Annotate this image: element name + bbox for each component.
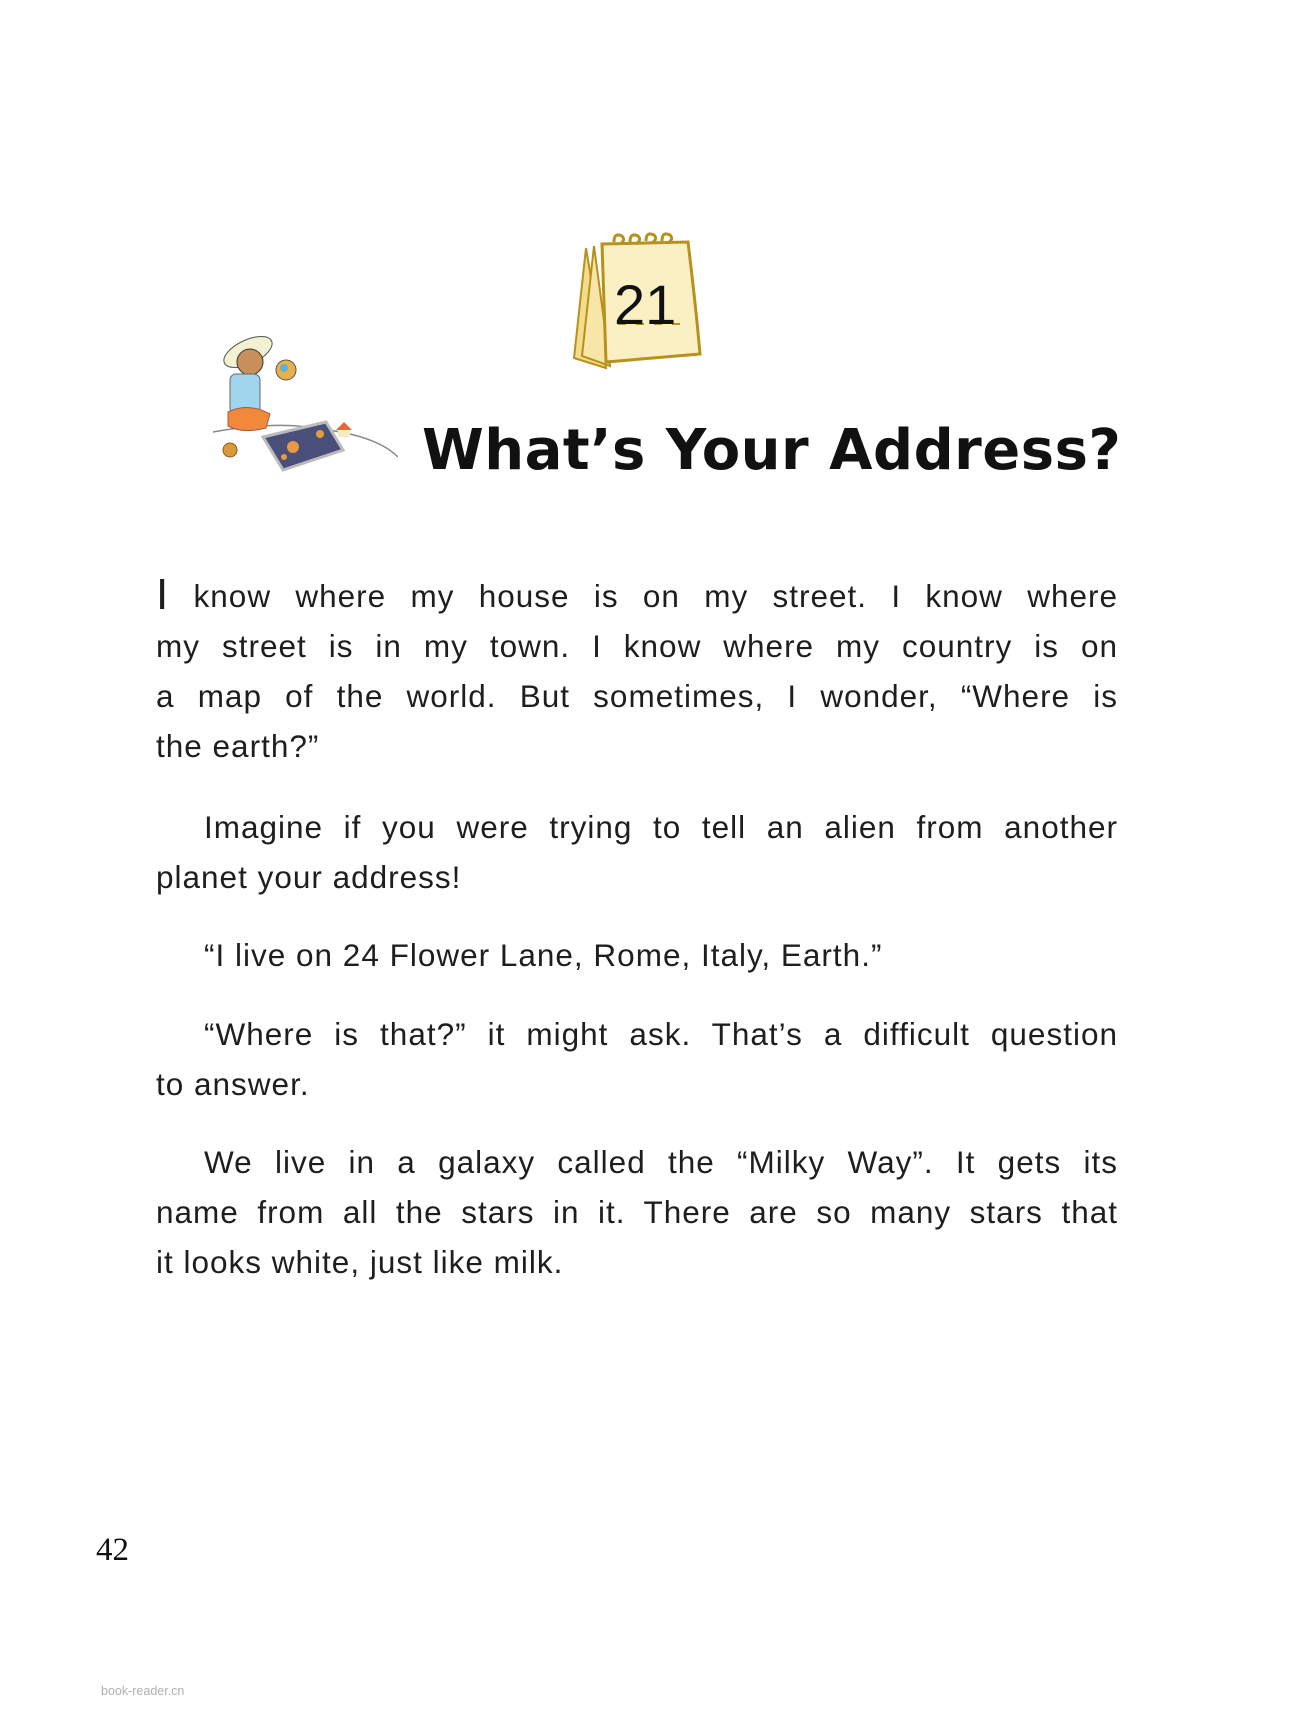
- text-line: Imagine if you were trying to tell an alien from another: [204, 809, 1118, 845]
- text-line: planet your address!: [156, 859, 462, 895]
- text-line: “I live on 24 Flower Lane, Rome, Italy, Earth.”: [204, 937, 883, 973]
- text-line: know where my house is on my street. I know where: [169, 578, 1118, 614]
- text-line: “Where is that?” it might ask. That’s a difficult question: [204, 1016, 1118, 1052]
- text-line: it looks white, just like milk.: [156, 1244, 564, 1280]
- paragraph-2: [156, 802, 1118, 902]
- text-line: We live in a galaxy called the “Milky Way”. It gets its: [204, 1144, 1118, 1180]
- child-with-globe-illustration: [208, 322, 398, 502]
- page-number: 42: [96, 1532, 129, 1568]
- drop-cap: I: [156, 570, 170, 619]
- paragraph-5: [156, 1137, 1118, 1287]
- text-line: a map of the world. But sometimes, I wonder, “Where is: [156, 678, 1118, 714]
- text-line: my street is in my town. I know where my country is on: [156, 628, 1118, 664]
- watermark: book-reader.cn: [101, 1684, 185, 1698]
- text-line: to answer.: [156, 1066, 310, 1102]
- text-line: name from all the stars in it. There are so many stars that: [156, 1194, 1118, 1230]
- paragraph-3: [156, 930, 1118, 980]
- calendar-icon: [566, 228, 706, 378]
- chapter-title: What’s Your Address?: [422, 418, 1122, 483]
- text-line: the earth?”: [156, 728, 320, 764]
- chapter-number: 21: [614, 273, 677, 336]
- paragraph-4: [156, 1009, 1118, 1109]
- paragraph-1: [156, 571, 1118, 771]
